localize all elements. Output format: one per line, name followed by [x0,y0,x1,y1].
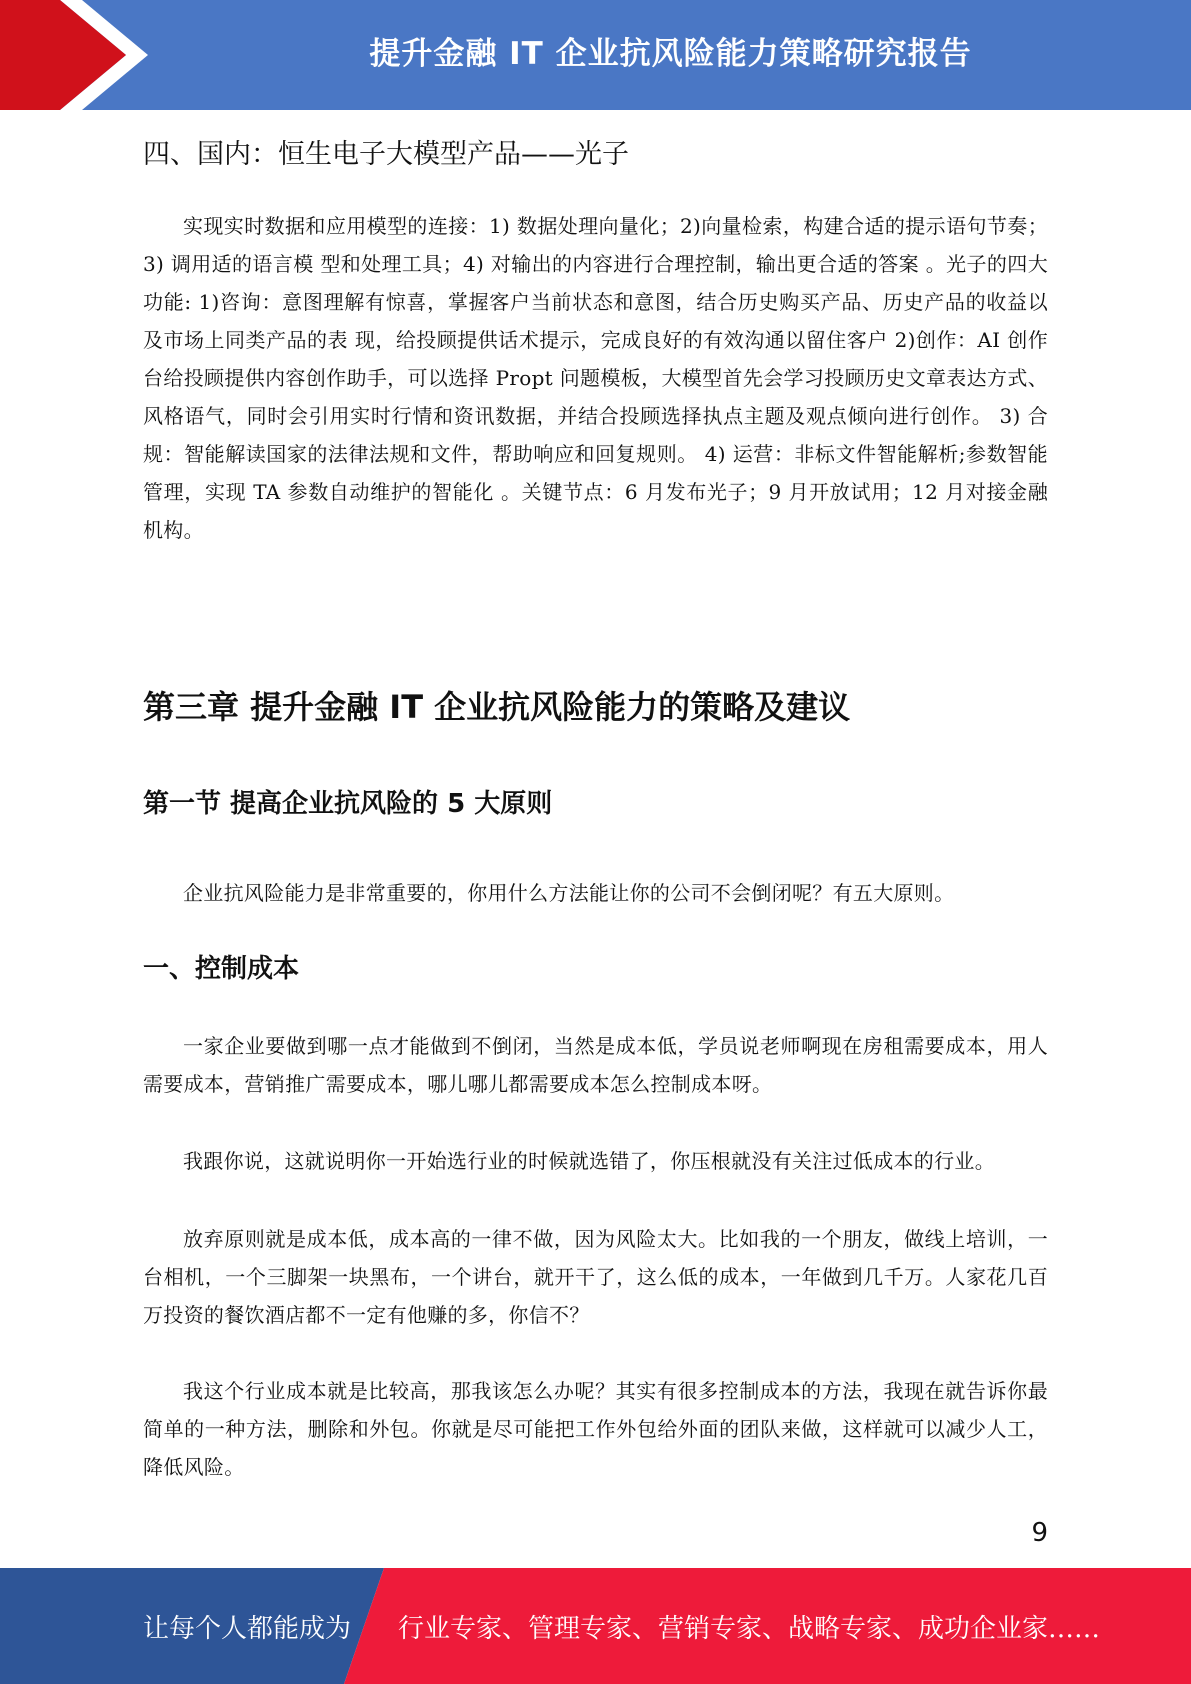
body-paragraph-3: 放弃原则就是成本低，成本高的一律不做，因为风险太大。比如我的一个朋友，做线上培训，一台相机，一个三脚架一块黑布，一个讲台，就开干了，这么低的成本，一年做到几千万。人家花几百万投资的餐饮酒店都不一定有他赚的多，你信不？ [143,1227,1048,1327]
header-title: 提升金融 IT 企业抗风险能力策略研究报告 [369,36,972,72]
page-header [0,0,1191,110]
footer-slogan-right: 行业专家、管理专家、营销专家、战略专家、成功企业家…… [398,1614,1101,1644]
section-title: 第一节 提高企业抗风险的 5 大原则 [143,789,553,819]
page-footer [0,1568,1191,1684]
footer-slogan-left: 让每个人都能成为 [143,1614,352,1644]
section-four-heading: 四、国内：恒生电子大模型产品——光子 [143,139,629,170]
point-title: 一、控制成本 [143,954,300,984]
intro-paragraph: 企业抗风险能力是非常重要的，你用什么方法能让你的公司不会倒闭呢？有五大原则。 [183,881,955,905]
chapter-title: 第三章 提升金融 IT 企业抗风险能力的策略及建议 [143,688,851,726]
body-paragraph-4: 我这个行业成本就是比较高，那我该怎么办呢？其实有很多控制成本的方法，我现在就告诉你最简单的一种方法，删除和外包。你就是尽可能把工作外包给外面的团队来做，这样就可以减少人工，降低风险。 [143,1379,1048,1479]
body-paragraph-2: 我跟你说，这就说明你一开始选行业的时候就选错了，你压根就没有关注过低成本的行业。 [183,1149,995,1173]
section-four-paragraph: 实现实时数据和应用模型的连接：1) 数据处理向量化；2)向量检索，构建合适的提示语句节奏；3) 调用适的语言模 型和处理工具；4) 对输出的内容进行合理控制，输出更合适的答案 。光子的四大功能: 1)咨询：意图理解有惊喜，掌握客户当前状态和意图，结合历史购买产品、历史产品的收益以及市场上同类产品的表 现，给投顾提供话术提示，完成良好的有效沟通以留住客户 2)创作：AI 创作台给投顾提供内容创作助手，可以选择 Propt 问题模板，大模型首先会学习投顾历史文章表达方式、 风格语气，同时会引用实时行情和资讯数据，并结合投顾选择执点主题及观点倾向进行创作。 3) 合规：智能解读国家的法律法规和文件，帮助响应和回复规则。 4) 运营：非标文件智能解析;参数智能管理，实现 TA 参数自动维护的智能化 。关键节点：6 月发布光子；9 月开放试用；12 月对接金融机构。 [143,214,1048,542]
page-number: 9 [1031,1518,1048,1548]
body-paragraph-1: 一家企业要做到哪一点才能做到不倒闭，当然是成本低，学员说老师啊现在房租需要成本，用人需要成本，营销推广需要成本，哪儿哪儿都需要成本怎么控制成本呀。 [143,1034,1048,1096]
